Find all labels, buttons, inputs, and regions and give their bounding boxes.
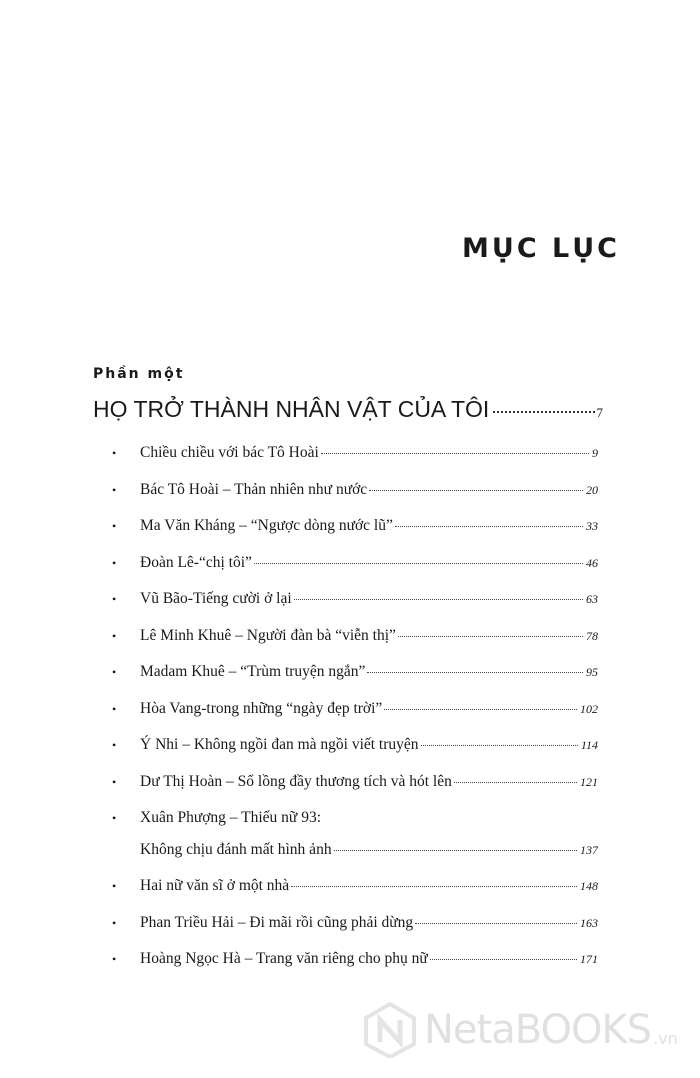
toc-entry-page: 63 <box>586 592 598 606</box>
toc-entry-title: Madam Khuê – “Trùm truyện ngắn” <box>140 663 366 680</box>
bullet-icon: • <box>112 738 117 752</box>
part-title: HỌ TRỞ THÀNH NHÂN VẬT CỦA TÔI <box>93 396 490 422</box>
dot-leader <box>294 599 583 600</box>
toc-entry-page: 46 <box>586 555 598 570</box>
bullet-icon: • <box>112 519 117 533</box>
toc-entry-page: 148 <box>580 879 598 893</box>
netabooks-logo-icon <box>362 1002 418 1058</box>
toc-entry-title: Lê Minh Khuê – Người đàn bà “viễn thị” <box>140 626 396 644</box>
toc-entry-title: Hai nữ văn sĩ ở một nhà <box>140 877 290 894</box>
bullet-icon: • <box>112 665 117 679</box>
toc-entry-title: Không chịu đánh mất hình ảnh <box>140 841 332 858</box>
dot-leader <box>291 886 577 887</box>
bullet-icon: • <box>112 952 117 966</box>
toc-entry[interactable] <box>112 914 598 951</box>
dot-leader <box>421 745 578 746</box>
dot-leader <box>384 709 577 710</box>
dot-leader <box>369 490 583 491</box>
part-title-row[interactable] <box>93 396 603 423</box>
toc-entry[interactable] <box>112 773 598 810</box>
toc-entry-page: 95 <box>586 665 598 679</box>
toc-entry-title: Ma Văn Kháng – “Ngược dòng nước lũ” <box>140 517 393 534</box>
toc-entry-page: 163 <box>580 915 598 930</box>
toc-entry[interactable] <box>112 444 598 481</box>
toc-entry[interactable] <box>112 590 598 627</box>
toc-entry-page: 137 <box>580 843 598 857</box>
part-label: Phần một <box>93 366 185 382</box>
toc-entry[interactable] <box>112 700 598 737</box>
toc-entry-page: 9 <box>592 446 598 460</box>
watermark-tld: .vn <box>653 1029 678 1048</box>
toc-entry[interactable] <box>112 517 598 554</box>
toc-entry-page: 171 <box>580 952 598 966</box>
toc-entry-title: Vũ Bão-Tiếng cười ở lại <box>140 590 292 607</box>
toc-entry[interactable] <box>112 950 598 987</box>
dot-leader <box>430 959 577 960</box>
watermark-brand: NetaBOOKS <box>424 1007 652 1053</box>
bullet-icon: • <box>112 628 117 643</box>
toc-entry-page: 102 <box>580 701 598 716</box>
page-title: MỤC LỤC <box>462 233 620 264</box>
dot-leader <box>395 526 583 527</box>
toc-entry-page: 78 <box>586 628 598 643</box>
dot-leader <box>454 782 577 783</box>
toc-entry-title: Hòa Vang-trong những “ngày đẹp trời” <box>140 699 383 717</box>
toc-entry-title: Hoàng Ngọc Hà – Trang văn riêng cho phụ nữ <box>140 950 428 967</box>
toc-entry-title: Dư Thị Hoàn – Sổ lồng đầy thương tích và hót lên <box>140 772 452 790</box>
toc-entry-title: Ý Nhi – Không ngồi đan mà ngồi viết truyện <box>140 736 419 753</box>
toc-entry-page: 121 <box>580 774 598 789</box>
toc-entry[interactable] <box>112 809 598 877</box>
toc-entry-title: Chiều chiều với bác Tô Hoài <box>140 444 319 461</box>
dot-leader <box>254 563 583 564</box>
bullet-icon: • <box>112 915 117 930</box>
dot-leader <box>367 672 583 673</box>
dot-leader <box>493 411 594 413</box>
toc-entry[interactable] <box>112 481 598 518</box>
toc-entry-page: 20 <box>586 482 598 497</box>
toc-entry[interactable] <box>112 736 598 773</box>
toc-entry-title: Đoàn Lê-“chị tôi” <box>140 553 252 571</box>
dot-leader <box>398 636 583 637</box>
bullet-icon: • <box>112 774 117 789</box>
toc-entry[interactable] <box>112 627 598 664</box>
toc-entry[interactable] <box>112 663 598 700</box>
toc-entry-title: Xuân Phượng – Thiếu nữ 93: <box>140 809 321 826</box>
toc-list <box>112 444 598 987</box>
toc-entry[interactable] <box>112 877 598 914</box>
bullet-icon: • <box>112 482 117 497</box>
bullet-icon: • <box>112 592 117 606</box>
toc-entry-page: 114 <box>580 738 598 752</box>
toc-entry-title: Bác Tô Hoài – Thản nhiên như nước <box>140 480 368 498</box>
bullet-icon: • <box>112 555 117 570</box>
toc-entry-title: Phan Triều Hải – Đi mãi rồi cũng phải dừng <box>140 913 414 931</box>
dot-leader <box>415 923 577 924</box>
watermark <box>362 1002 678 1058</box>
bullet-icon: • <box>112 701 117 716</box>
toc-entry-page: 33 <box>586 519 598 533</box>
bullet-icon: • <box>112 879 117 893</box>
bullet-icon: • <box>112 446 117 460</box>
dot-leader <box>321 453 589 454</box>
toc-entry[interactable] <box>112 554 598 591</box>
part-page-number: 7 <box>596 405 603 420</box>
dot-leader <box>334 850 577 851</box>
bullet-icon: • <box>112 811 117 825</box>
